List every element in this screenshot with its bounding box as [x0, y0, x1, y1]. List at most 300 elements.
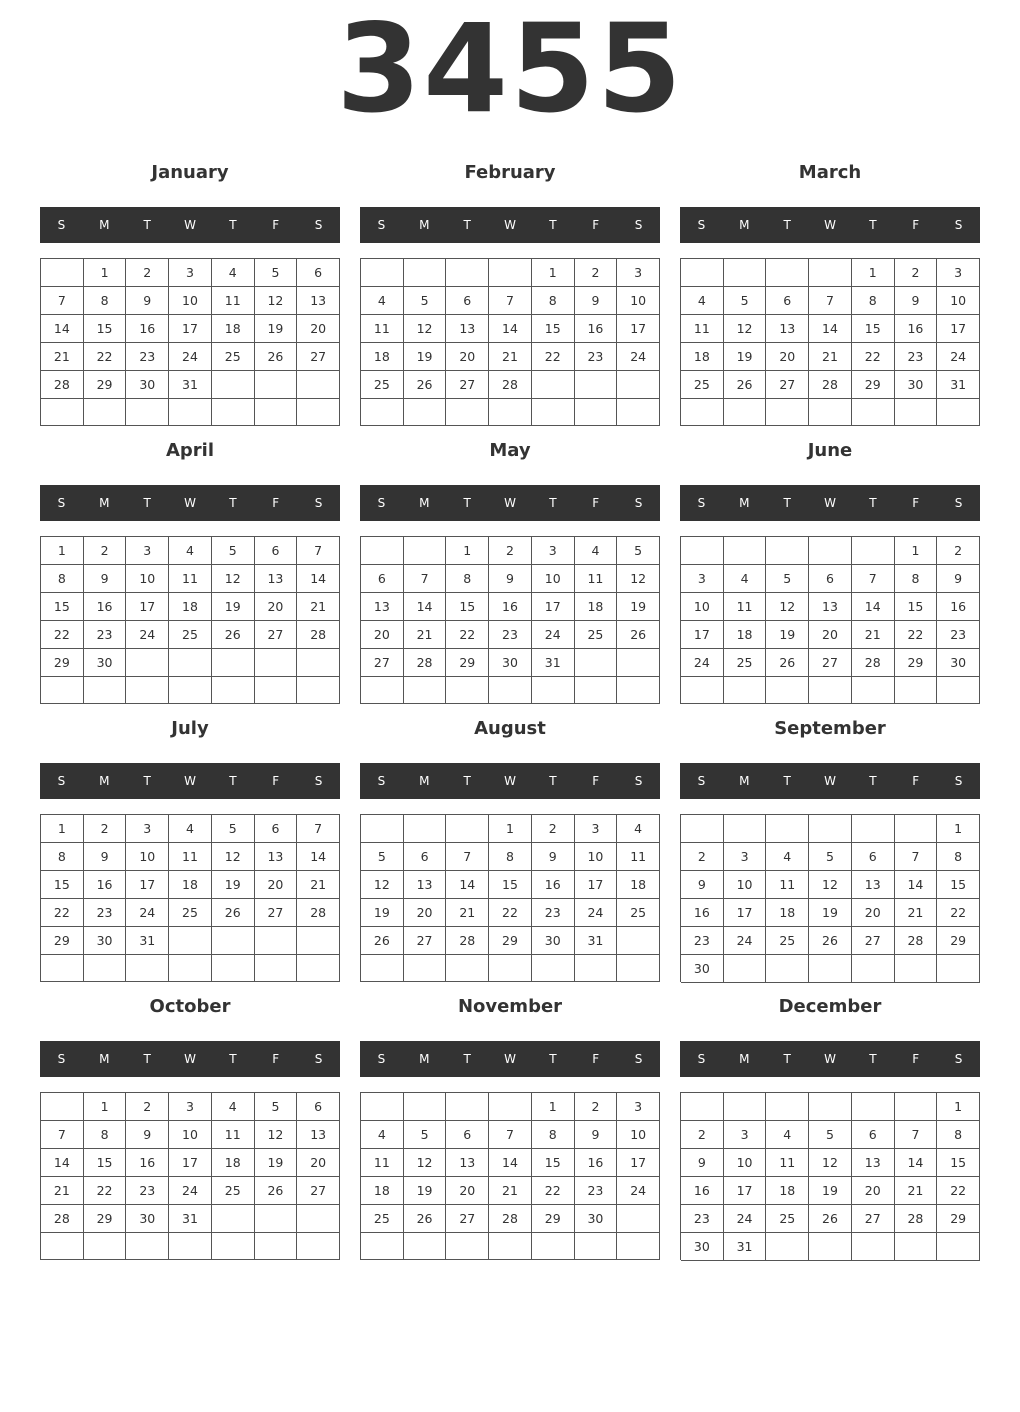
- day-cell: 11: [766, 1149, 809, 1177]
- day-grid: [680, 536, 980, 704]
- day-cell: [361, 677, 404, 704]
- day-cell: 5: [212, 537, 255, 565]
- day-cell: 17: [937, 315, 980, 343]
- weekday-header: [40, 207, 340, 243]
- day-cell: [84, 955, 127, 982]
- day-cell: 12: [809, 1149, 852, 1177]
- day-cell: 24: [575, 899, 618, 927]
- day-cell: [41, 259, 84, 287]
- day-cell: 4: [212, 259, 255, 287]
- day-cell: [809, 677, 852, 704]
- day-cell: 17: [126, 593, 169, 621]
- weekday-label: T: [143, 496, 151, 510]
- month-name: November: [457, 996, 563, 1017]
- day-cell: 21: [297, 871, 340, 899]
- weekday-label: T: [869, 1052, 877, 1066]
- day-cell: 30: [84, 927, 127, 955]
- day-cell: [446, 259, 489, 287]
- day-cell: [126, 955, 169, 982]
- day-cell: 23: [575, 343, 618, 371]
- day-cell: 27: [852, 927, 895, 955]
- day-cell: [361, 399, 404, 426]
- day-cell: 2: [681, 1121, 724, 1149]
- day-cell: 14: [895, 1149, 938, 1177]
- weekday-label: T: [783, 774, 791, 788]
- weekday-label: T: [143, 218, 151, 232]
- day-cell: [575, 955, 618, 982]
- weekday-label: S: [954, 496, 963, 510]
- day-cell: 13: [404, 871, 447, 899]
- day-cell: [617, 927, 660, 955]
- day-cell: [41, 399, 84, 426]
- day-cell: 12: [361, 871, 404, 899]
- day-cell: 30: [681, 1233, 724, 1261]
- day-cell: 4: [766, 1121, 809, 1149]
- weekday-label: S: [377, 1052, 386, 1066]
- day-cell: [446, 955, 489, 982]
- day-cell: 6: [361, 565, 404, 593]
- weekday-label: S: [57, 218, 66, 232]
- weekday-label: S: [634, 774, 643, 788]
- day-cell: 17: [724, 899, 767, 927]
- day-cell: 11: [766, 871, 809, 899]
- day-cell: 16: [84, 593, 127, 621]
- day-cell: 6: [852, 843, 895, 871]
- day-cell: 2: [937, 537, 980, 565]
- day-cell: 6: [766, 287, 809, 315]
- day-cell: [617, 1233, 660, 1260]
- day-cell: 23: [937, 621, 980, 649]
- day-cell: 24: [532, 621, 575, 649]
- day-cell: 25: [212, 343, 255, 371]
- day-cell: 31: [532, 649, 575, 677]
- weekday-header: [40, 763, 340, 799]
- day-cell: [617, 677, 660, 704]
- day-cell: [212, 677, 255, 704]
- weekday-label: W: [184, 1052, 196, 1066]
- day-cell: 19: [809, 899, 852, 927]
- day-cell: 4: [766, 843, 809, 871]
- day-cell: [575, 371, 618, 399]
- weekday-label: S: [634, 496, 643, 510]
- day-cell: [297, 1233, 340, 1260]
- day-cell: 27: [404, 927, 447, 955]
- day-cell: [212, 399, 255, 426]
- day-cell: 21: [404, 621, 447, 649]
- month-name: July: [171, 718, 209, 739]
- day-cell: 20: [766, 343, 809, 371]
- day-cell: 2: [575, 259, 618, 287]
- day-cell: [852, 399, 895, 426]
- day-cell: 24: [617, 1177, 660, 1205]
- day-cell: [212, 649, 255, 677]
- day-cell: 4: [361, 287, 404, 315]
- day-cell: 8: [41, 565, 84, 593]
- day-cell: [937, 399, 980, 426]
- day-cell: 5: [404, 287, 447, 315]
- day-cell: [41, 1093, 84, 1121]
- day-cell: 26: [724, 371, 767, 399]
- day-cell: 5: [212, 815, 255, 843]
- day-cell: 6: [404, 843, 447, 871]
- weekday-label: T: [143, 774, 151, 788]
- day-cell: [297, 371, 340, 399]
- day-cell: [361, 815, 404, 843]
- day-cell: [361, 1093, 404, 1121]
- weekday-label: F: [912, 218, 920, 232]
- day-cell: 29: [84, 1205, 127, 1233]
- day-cell: 31: [126, 927, 169, 955]
- day-cell: 1: [532, 1093, 575, 1121]
- weekday-label: T: [549, 1052, 557, 1066]
- day-cell: 18: [212, 315, 255, 343]
- day-cell: 29: [852, 371, 895, 399]
- day-cell: 7: [852, 565, 895, 593]
- weekday-label: S: [954, 774, 963, 788]
- day-cell: 24: [169, 343, 212, 371]
- day-cell: [404, 259, 447, 287]
- day-cell: 9: [126, 287, 169, 315]
- day-cell: 31: [169, 371, 212, 399]
- day-cell: 9: [681, 871, 724, 899]
- day-cell: 13: [297, 1121, 340, 1149]
- month-name: March: [798, 162, 862, 183]
- weekday-label: W: [824, 496, 836, 510]
- day-cell: [766, 259, 809, 287]
- day-cell: 29: [489, 927, 532, 955]
- day-cell: 7: [489, 1121, 532, 1149]
- day-cell: 19: [255, 315, 298, 343]
- day-cell: 5: [255, 259, 298, 287]
- day-cell: 7: [895, 1121, 938, 1149]
- day-cell: [852, 537, 895, 565]
- day-cell: [617, 371, 660, 399]
- day-cell: 27: [255, 899, 298, 927]
- day-cell: 31: [937, 371, 980, 399]
- day-cell: 21: [446, 899, 489, 927]
- day-cell: 7: [297, 815, 340, 843]
- weekday-label: S: [314, 496, 323, 510]
- day-cell: [489, 955, 532, 982]
- day-cell: 23: [489, 621, 532, 649]
- day-cell: 26: [212, 621, 255, 649]
- weekday-header: [680, 207, 980, 243]
- weekday-label: M: [739, 1052, 750, 1066]
- day-cell: 9: [937, 565, 980, 593]
- weekday-label: W: [504, 774, 516, 788]
- day-cell: 14: [489, 1149, 532, 1177]
- day-cell: 19: [212, 871, 255, 899]
- day-cell: 6: [297, 259, 340, 287]
- day-cell: [404, 815, 447, 843]
- day-cell: 25: [212, 1177, 255, 1205]
- weekday-label: T: [549, 218, 557, 232]
- day-cell: 20: [297, 315, 340, 343]
- weekday-label: T: [869, 496, 877, 510]
- day-cell: 24: [126, 899, 169, 927]
- day-cell: 26: [404, 1205, 447, 1233]
- day-cell: 4: [617, 815, 660, 843]
- day-cell: 2: [575, 1093, 618, 1121]
- day-cell: [255, 927, 298, 955]
- day-cell: [297, 1205, 340, 1233]
- day-cell: [532, 399, 575, 426]
- day-cell: 21: [895, 899, 938, 927]
- day-cell: [681, 1093, 724, 1121]
- day-cell: 18: [617, 871, 660, 899]
- day-cell: 2: [126, 259, 169, 287]
- weekday-label: S: [634, 1052, 643, 1066]
- day-cell: [724, 815, 767, 843]
- day-cell: 28: [489, 371, 532, 399]
- day-cell: [895, 815, 938, 843]
- day-cell: 25: [766, 1205, 809, 1233]
- day-cell: 17: [575, 871, 618, 899]
- day-cell: 24: [937, 343, 980, 371]
- day-cell: [297, 399, 340, 426]
- day-cell: 18: [766, 899, 809, 927]
- day-grid: [360, 258, 660, 426]
- day-cell: [404, 1093, 447, 1121]
- weekday-label: M: [99, 1052, 110, 1066]
- day-cell: 13: [446, 315, 489, 343]
- day-cell: [575, 649, 618, 677]
- day-cell: 25: [617, 899, 660, 927]
- day-cell: 15: [41, 593, 84, 621]
- day-cell: 22: [532, 343, 575, 371]
- weekday-label: F: [272, 496, 280, 510]
- day-cell: 26: [255, 343, 298, 371]
- day-cell: 1: [532, 259, 575, 287]
- day-cell: 8: [937, 1121, 980, 1149]
- day-cell: 16: [532, 871, 575, 899]
- day-cell: 20: [852, 899, 895, 927]
- day-cell: 4: [361, 1121, 404, 1149]
- weekday-label: S: [697, 218, 706, 232]
- day-cell: [852, 1093, 895, 1121]
- day-grid: [360, 536, 660, 704]
- day-cell: 2: [681, 843, 724, 871]
- weekday-label: M: [739, 218, 750, 232]
- day-cell: 5: [809, 1121, 852, 1149]
- day-cell: 11: [361, 1149, 404, 1177]
- day-cell: 7: [446, 843, 489, 871]
- day-cell: 2: [126, 1093, 169, 1121]
- day-cell: [681, 537, 724, 565]
- day-cell: [212, 1233, 255, 1260]
- day-cell: 22: [41, 621, 84, 649]
- day-cell: [41, 955, 84, 982]
- day-cell: [212, 927, 255, 955]
- day-cell: 17: [617, 1149, 660, 1177]
- day-cell: [766, 955, 809, 983]
- day-cell: 9: [575, 287, 618, 315]
- day-cell: 12: [255, 287, 298, 315]
- day-cell: [895, 955, 938, 983]
- day-cell: 7: [41, 1121, 84, 1149]
- month-name: April: [165, 440, 215, 461]
- day-cell: 1: [41, 815, 84, 843]
- day-cell: 27: [852, 1205, 895, 1233]
- weekday-label: S: [954, 218, 963, 232]
- day-cell: 3: [937, 259, 980, 287]
- day-cell: [446, 815, 489, 843]
- weekday-header: [680, 1041, 980, 1077]
- day-cell: [489, 1233, 532, 1260]
- day-cell: [852, 1233, 895, 1261]
- weekday-label: S: [57, 1052, 66, 1066]
- day-cell: 19: [361, 899, 404, 927]
- day-cell: [255, 1233, 298, 1260]
- day-cell: 3: [532, 537, 575, 565]
- weekday-header: [360, 763, 660, 799]
- day-cell: 24: [724, 1205, 767, 1233]
- day-cell: 29: [937, 927, 980, 955]
- day-cell: 20: [361, 621, 404, 649]
- weekday-label: T: [783, 496, 791, 510]
- day-cell: 26: [255, 1177, 298, 1205]
- day-cell: [126, 399, 169, 426]
- weekday-label: M: [419, 774, 430, 788]
- day-cell: 29: [532, 1205, 575, 1233]
- month-name: May: [489, 440, 531, 461]
- weekday-label: F: [272, 1052, 280, 1066]
- day-cell: 23: [126, 343, 169, 371]
- day-cell: 21: [489, 1177, 532, 1205]
- day-cell: 24: [169, 1177, 212, 1205]
- day-cell: 19: [212, 593, 255, 621]
- day-cell: 3: [681, 565, 724, 593]
- day-cell: 22: [852, 343, 895, 371]
- day-cell: 28: [446, 927, 489, 955]
- day-cell: 10: [724, 1149, 767, 1177]
- day-cell: 22: [446, 621, 489, 649]
- day-cell: 5: [617, 537, 660, 565]
- day-cell: 8: [489, 843, 532, 871]
- weekday-label: F: [272, 218, 280, 232]
- day-cell: 12: [809, 871, 852, 899]
- weekday-label: T: [229, 218, 237, 232]
- day-cell: [809, 815, 852, 843]
- day-cell: 18: [361, 343, 404, 371]
- day-cell: 20: [446, 1177, 489, 1205]
- day-cell: 27: [297, 1177, 340, 1205]
- day-cell: 27: [809, 649, 852, 677]
- day-cell: 25: [575, 621, 618, 649]
- day-cell: [297, 927, 340, 955]
- day-cell: [724, 677, 767, 704]
- day-cell: [809, 1233, 852, 1261]
- day-cell: [297, 649, 340, 677]
- day-cell: [212, 371, 255, 399]
- day-cell: [255, 677, 298, 704]
- weekday-label: S: [377, 218, 386, 232]
- day-cell: 1: [446, 537, 489, 565]
- day-cell: 8: [84, 1121, 127, 1149]
- day-cell: 1: [41, 537, 84, 565]
- day-cell: 15: [532, 1149, 575, 1177]
- day-cell: 25: [724, 649, 767, 677]
- day-cell: [255, 371, 298, 399]
- day-cell: [84, 677, 127, 704]
- day-cell: 8: [937, 843, 980, 871]
- day-cell: 1: [937, 815, 980, 843]
- day-cell: 24: [724, 927, 767, 955]
- day-cell: [809, 955, 852, 983]
- weekday-header: [360, 1041, 660, 1077]
- day-cell: 27: [361, 649, 404, 677]
- weekday-label: T: [869, 218, 877, 232]
- day-cell: [532, 955, 575, 982]
- day-cell: [255, 955, 298, 982]
- day-cell: 29: [41, 927, 84, 955]
- day-cell: 11: [212, 1121, 255, 1149]
- day-cell: 23: [532, 899, 575, 927]
- day-cell: 5: [724, 287, 767, 315]
- day-cell: 28: [489, 1205, 532, 1233]
- day-cell: 20: [852, 1177, 895, 1205]
- day-cell: 21: [895, 1177, 938, 1205]
- day-cell: 3: [724, 1121, 767, 1149]
- day-cell: 15: [84, 315, 127, 343]
- day-cell: 8: [532, 287, 575, 315]
- day-cell: 12: [617, 565, 660, 593]
- month-name: February: [464, 162, 556, 183]
- day-cell: 13: [255, 565, 298, 593]
- day-cell: 22: [895, 621, 938, 649]
- day-cell: 15: [937, 1149, 980, 1177]
- day-cell: 18: [169, 871, 212, 899]
- day-cell: 29: [937, 1205, 980, 1233]
- day-cell: 30: [681, 955, 724, 983]
- month-name: December: [778, 996, 882, 1017]
- day-cell: 6: [852, 1121, 895, 1149]
- day-cell: [212, 1205, 255, 1233]
- day-cell: 30: [575, 1205, 618, 1233]
- day-cell: 6: [297, 1093, 340, 1121]
- day-cell: [895, 1093, 938, 1121]
- day-cell: [297, 677, 340, 704]
- day-cell: [766, 815, 809, 843]
- day-cell: 18: [169, 593, 212, 621]
- day-cell: [446, 1233, 489, 1260]
- day-cell: 29: [41, 649, 84, 677]
- day-cell: [809, 1093, 852, 1121]
- day-cell: 16: [126, 315, 169, 343]
- day-cell: 13: [255, 843, 298, 871]
- day-cell: [532, 371, 575, 399]
- day-cell: 19: [766, 621, 809, 649]
- day-cell: 30: [84, 649, 127, 677]
- day-cell: 21: [489, 343, 532, 371]
- weekday-label: T: [143, 1052, 151, 1066]
- day-cell: 28: [404, 649, 447, 677]
- day-cell: 5: [809, 843, 852, 871]
- weekday-label: F: [272, 774, 280, 788]
- day-cell: [169, 677, 212, 704]
- day-cell: 19: [404, 1177, 447, 1205]
- weekday-label: S: [697, 496, 706, 510]
- day-cell: 10: [724, 871, 767, 899]
- weekday-label: S: [697, 1052, 706, 1066]
- day-cell: 25: [766, 927, 809, 955]
- day-cell: [297, 955, 340, 982]
- day-cell: 14: [404, 593, 447, 621]
- day-cell: 3: [169, 1093, 212, 1121]
- day-cell: [895, 399, 938, 426]
- day-cell: [404, 1233, 447, 1260]
- day-cell: 3: [575, 815, 618, 843]
